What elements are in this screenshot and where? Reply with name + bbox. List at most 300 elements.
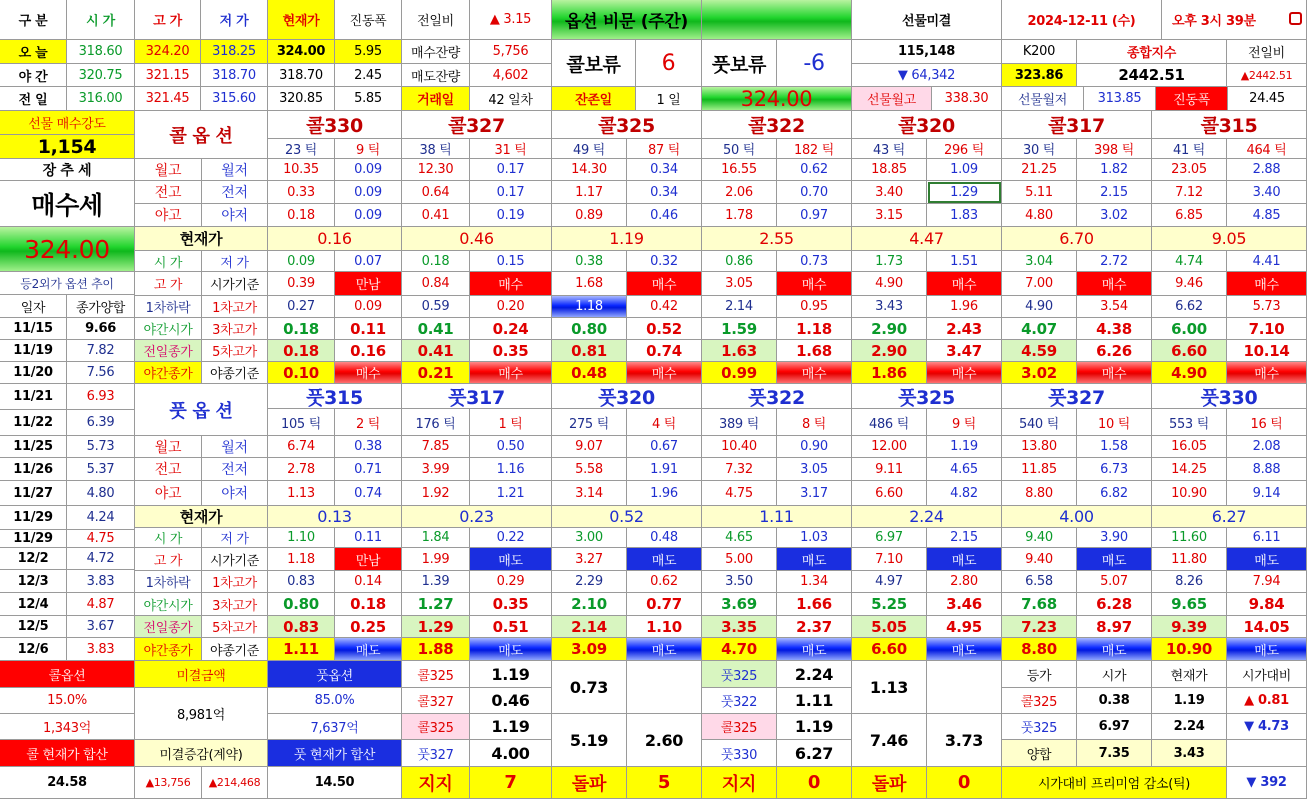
level5-up: 0.25: [335, 616, 402, 638]
k200-value: 323.86: [1002, 64, 1077, 87]
high-value: 1.18: [268, 548, 335, 571]
history-value: 4.87: [67, 593, 135, 616]
hi-value: 3.15: [852, 204, 927, 227]
level5-up: 6.26: [1077, 340, 1152, 362]
level1-down: 1.18: [552, 296, 627, 318]
stat-cell: 양합: [1002, 740, 1077, 767]
kospi-label: 종합지수: [1077, 40, 1227, 64]
history-value: 4.80: [67, 481, 135, 506]
remain-value: 1 일: [636, 87, 702, 111]
signal-badge[interactable]: 매수: [627, 272, 702, 296]
put-strike-title[interactable]: 풋327: [1002, 384, 1152, 409]
hi-value: 0.33: [268, 181, 335, 204]
prev-close: 3.35: [702, 616, 777, 638]
trend-label: 장 추 세: [0, 159, 135, 181]
stat-cell: 1.19: [1152, 688, 1227, 714]
pair-name: 풋327: [402, 740, 470, 767]
lo-value: 0.17: [470, 181, 552, 204]
night-open: 2.90: [852, 318, 927, 340]
call-strike-title[interactable]: 콜325: [552, 111, 702, 139]
history-date: 11/20: [0, 362, 67, 384]
level1-up: 1.96: [927, 296, 1002, 318]
k200-label: K200: [1002, 40, 1077, 64]
history-date: 12/4: [0, 593, 67, 616]
kospi-change: ▲2442.51: [1227, 64, 1307, 87]
call-sum: 24.58: [0, 767, 135, 799]
hi-value: 21.25: [1002, 159, 1077, 181]
hi-value: 9.07: [552, 436, 627, 458]
signal-badge-2[interactable]: 매수: [627, 362, 702, 384]
signal-badge-2[interactable]: 매도: [470, 638, 552, 661]
history-value: 3.83: [67, 638, 135, 661]
lo-value: 3.02: [1077, 204, 1152, 227]
history-date: 12/5: [0, 616, 67, 638]
label-night-open: 야간시가: [135, 593, 202, 616]
label-current: 현재가: [135, 227, 268, 251]
low-value: 1.03: [777, 528, 852, 548]
hi-value: 7.85: [402, 436, 470, 458]
hi-value: 3.14: [552, 481, 627, 506]
pair-name: 콜325: [402, 714, 470, 740]
row-range: 5.95: [335, 40, 402, 64]
prev-close: 2.90: [852, 340, 927, 362]
futures-month-high-label: 선물월고: [852, 87, 932, 111]
put-section-title: 풋 옵 션: [135, 384, 268, 436]
trend-value: 매수세: [0, 181, 135, 227]
open-value: 3.04: [1002, 251, 1077, 272]
level5-up: 3.47: [927, 340, 1002, 362]
night-open: 0.18: [268, 318, 335, 340]
call-strike-title[interactable]: 콜322: [702, 111, 852, 139]
history-date: 11/19: [0, 340, 67, 362]
lo-value: 0.34: [627, 159, 702, 181]
label-level1-down: 1차하락: [135, 296, 202, 318]
signal-badge[interactable]: 매수: [1077, 272, 1152, 296]
current-price: 2.55: [702, 227, 852, 251]
pair-diff-b1: 1.13: [852, 661, 927, 714]
current-price: 1.19: [552, 227, 702, 251]
signal-badge-2[interactable]: 매수: [1227, 362, 1307, 384]
history-value: 4.72: [67, 548, 135, 570]
sr-value: 5: [627, 767, 702, 799]
level3-up: 6.28: [1077, 593, 1152, 616]
col-header-open: 시 가: [67, 0, 135, 40]
row-label: 전 일: [0, 87, 67, 111]
buy-strength-label: 선물 매수강도: [0, 111, 135, 135]
signal-badge[interactable]: 매수: [1227, 272, 1307, 296]
hi-value: 6.60: [852, 481, 927, 506]
signal-badge[interactable]: 매도: [1227, 548, 1307, 571]
history-date: 11/29: [0, 530, 67, 548]
level5-up: 1.68: [777, 340, 852, 362]
premium-value: ▼ 392: [1227, 767, 1307, 799]
level5-up: 0.74: [627, 340, 702, 362]
hi-value: 0.41: [402, 204, 470, 227]
signal-badge[interactable]: 만남: [335, 548, 402, 571]
tick-count-a: 553 틱: [1152, 409, 1227, 436]
hi-value: 10.90: [1152, 481, 1227, 506]
night-open: 4.07: [1002, 318, 1077, 340]
lo-value: 0.09: [335, 181, 402, 204]
lo-value: 0.19: [470, 204, 552, 227]
night-close: 1.11: [268, 638, 335, 661]
signal-badge-2[interactable]: 매도: [627, 638, 702, 661]
lo-value: 4.82: [927, 481, 1002, 506]
label-current: 현재가: [135, 506, 268, 528]
tick-count-a: 540 틱: [1002, 409, 1077, 436]
pair-name: 풋322: [702, 688, 777, 714]
current-price: 0.16: [268, 227, 402, 251]
history-label: 등2외가 옵션 추이: [0, 272, 135, 295]
history-date: 11/27: [0, 481, 67, 506]
put-strike-title[interactable]: 풋325: [852, 384, 1002, 409]
stat-cell: 2.24: [1152, 714, 1227, 740]
tick-count-b: 9 틱: [335, 139, 402, 159]
history-value: 5.37: [67, 458, 135, 481]
sr-value: 0: [777, 767, 852, 799]
pair-value: 1.19: [777, 714, 852, 740]
history-value: 7.56: [67, 362, 135, 384]
level5-up: 14.05: [1227, 616, 1307, 638]
history-value: 7.82: [67, 340, 135, 362]
row-high: 321.15: [135, 64, 201, 87]
lo-value: 0.74: [335, 481, 402, 506]
row-current: 320.85: [268, 87, 335, 111]
lo-value: 2.88: [1227, 159, 1307, 181]
tick-count-b: 10 틱: [1077, 409, 1152, 436]
history-value: 3.83: [67, 570, 135, 593]
lo-value: 0.71: [335, 458, 402, 481]
history-date: 12/2: [0, 548, 67, 570]
lo-value: 1.91: [627, 458, 702, 481]
row-side-label: 매수잔량: [402, 40, 470, 64]
call-strike-title[interactable]: 콜315: [1152, 111, 1307, 139]
tick-count-a: 43 틱: [852, 139, 927, 159]
oi-change-label: 미결증감(계약): [135, 740, 268, 767]
prev-close: 6.60: [1152, 340, 1227, 362]
stat-cell: 콜325: [1002, 688, 1077, 714]
put-strike-title[interactable]: 풋320: [552, 384, 702, 409]
signal-badge[interactable]: 매도: [1077, 548, 1152, 571]
level1-up: 7.94: [1227, 571, 1307, 593]
hi-value: 10.35: [268, 159, 335, 181]
night-close: 4.70: [702, 638, 777, 661]
open-value: 0.09: [268, 251, 335, 272]
current-price: 0.52: [552, 506, 702, 528]
stat-cell: 0.38: [1077, 688, 1152, 714]
remain-label: 잔존일: [552, 87, 636, 111]
call-kind-value: 6: [636, 40, 702, 87]
jd-label: 진동폭: [1156, 87, 1228, 111]
futures-oi: 115,148: [852, 40, 1002, 64]
pair-diff-b-empty: [927, 661, 1002, 714]
hi-value: 16.55: [702, 159, 777, 181]
lo-value: 4.65: [927, 458, 1002, 481]
history-value: 4.75: [67, 530, 135, 548]
hi-value: 1.78: [702, 204, 777, 227]
night-open: 1.59: [702, 318, 777, 340]
hi-value: 3.40: [852, 181, 927, 204]
night-open: 7.68: [1002, 593, 1077, 616]
put-strike-title[interactable]: 풋315: [268, 384, 402, 409]
futures-oi-change: ▼ 64,342: [852, 64, 1002, 87]
col-header-high: 고 가: [135, 0, 201, 40]
put-strike-title[interactable]: 풋317: [402, 384, 552, 409]
signal-badge-2[interactable]: 매도: [1227, 638, 1307, 661]
prev-close: 2.14: [552, 616, 627, 638]
low-value: 0.11: [335, 528, 402, 548]
change-value: ▲ 3.15: [470, 0, 552, 40]
open-value: 0.38: [552, 251, 627, 272]
sr-value: 0: [927, 767, 1002, 799]
signal-badge-2[interactable]: 매수: [470, 362, 552, 384]
oi-total: 8,981억: [135, 688, 268, 740]
history-date: 11/21: [0, 384, 67, 410]
call-strike-title[interactable]: 콜330: [268, 111, 402, 139]
low-value: 2.15: [927, 528, 1002, 548]
stat-cell: 현재가: [1152, 661, 1227, 688]
signal-badge-2[interactable]: 매수: [777, 362, 852, 384]
signal-badge[interactable]: 매도: [927, 548, 1002, 571]
stat-cell: ▲ 0.81: [1227, 688, 1307, 714]
label-level1-up: 1차고가: [202, 571, 268, 593]
night-close: 4.90: [1152, 362, 1227, 384]
lo-value: 0.50: [470, 436, 552, 458]
level3-up: 2.43: [927, 318, 1002, 340]
history-value: 9.66: [67, 318, 135, 340]
hi-value: 7.32: [702, 458, 777, 481]
stat-cell: 시가: [1077, 661, 1152, 688]
prev-close: 0.83: [268, 616, 335, 638]
signal-badge-2[interactable]: 매도: [777, 638, 852, 661]
row-current: 324.00: [268, 40, 335, 64]
low-value: 0.32: [627, 251, 702, 272]
level1-up: 0.09: [335, 296, 402, 318]
hi-value: 14.25: [1152, 458, 1227, 481]
high-value: 3.05: [702, 272, 777, 296]
history-value: 6.39: [67, 410, 135, 436]
put-strike-title[interactable]: 풋330: [1152, 384, 1307, 409]
open-value: 1.73: [852, 251, 927, 272]
hi-value: 18.85: [852, 159, 927, 181]
signal-badge-2[interactable]: 매수: [335, 362, 402, 384]
lo-value: 4.85: [1227, 204, 1307, 227]
lo-value: 3.05: [777, 458, 852, 481]
col-header-range: 진동폭: [335, 0, 402, 40]
hi-value: 12.00: [852, 436, 927, 458]
open-value: 11.60: [1152, 528, 1227, 548]
row-current: 318.70: [268, 64, 335, 87]
low-value: 4.41: [1227, 251, 1307, 272]
hi-value: 1.13: [268, 481, 335, 506]
put-strike-title[interactable]: 풋322: [702, 384, 852, 409]
label-level1-down: 1차하락: [135, 571, 202, 593]
hi-value: 0.89: [552, 204, 627, 227]
signal-badge[interactable]: 매수: [470, 272, 552, 296]
tick-count-a: 50 틱: [702, 139, 777, 159]
prev-close: 5.05: [852, 616, 927, 638]
call-strike-title[interactable]: 콜320: [852, 111, 1002, 139]
current-price: 0.23: [402, 506, 552, 528]
pair-name: 풋330: [702, 740, 777, 767]
label-low: 저 가: [202, 528, 268, 548]
hi-value: 23.05: [1152, 159, 1227, 181]
high-value: 0.39: [268, 272, 335, 296]
hi-value: 14.30: [552, 159, 627, 181]
label-low: 저 가: [202, 251, 268, 272]
lo-value: 1.16: [470, 458, 552, 481]
premium-label: 시가대비 프리미엄 감소(틱): [1002, 767, 1227, 799]
label-night-close: 야간종가: [135, 638, 202, 661]
current-price: 4.47: [852, 227, 1002, 251]
buy-strength: 1,154: [0, 135, 135, 159]
level1-up: 0.29: [470, 571, 552, 593]
stat-cell: [1227, 740, 1307, 767]
date-label: 2024-12-11 (수): [1002, 0, 1162, 40]
high-value: 4.90: [852, 272, 927, 296]
signal-badge-2[interactable]: 매도: [927, 638, 1002, 661]
row-high: 324.20: [135, 40, 201, 64]
open-value: 0.18: [402, 251, 470, 272]
label-prev-close: 전일종가: [135, 616, 202, 638]
open-value: 1.10: [268, 528, 335, 548]
high-value: 11.80: [1152, 548, 1227, 571]
pair-diff-a-empty: [627, 661, 702, 714]
signal-badge[interactable]: 매도: [470, 548, 552, 571]
level1-up: 0.42: [627, 296, 702, 318]
col-header-low: 저 가: [201, 0, 268, 40]
pair-value: 2.24: [777, 661, 852, 688]
level5-up: 8.97: [1077, 616, 1152, 638]
hi-value: 0.64: [402, 181, 470, 204]
signal-badge-2[interactable]: 매수: [1077, 362, 1152, 384]
tick-count-a: 30 틱: [1002, 139, 1077, 159]
signal-badge[interactable]: 매수: [927, 272, 1002, 296]
lo-value: 1.83: [927, 204, 1002, 227]
level5-up: 0.51: [470, 616, 552, 638]
hi-value: 6.85: [1152, 204, 1227, 227]
hi-value: 11.85: [1002, 458, 1077, 481]
night-close: 10.90: [1152, 638, 1227, 661]
put-sum: 14.50: [268, 767, 402, 799]
signal-badge-2[interactable]: 매도: [1077, 638, 1152, 661]
night-open: 0.80: [268, 593, 335, 616]
low-value: 0.73: [777, 251, 852, 272]
time-label: 오후 3시 39분: [1162, 0, 1307, 40]
oi-change-2: ▲214,468: [202, 767, 268, 799]
night-close: 1.88: [402, 638, 470, 661]
hi-value: 9.11: [852, 458, 927, 481]
night-close: 3.09: [552, 638, 627, 661]
kospi-change-label: 전일비: [1227, 40, 1307, 64]
label-open: 시 가: [135, 251, 202, 272]
stat-cell: 3.43: [1152, 740, 1227, 767]
current-price: 6.70: [1002, 227, 1152, 251]
tick-count-b: 31 틱: [470, 139, 552, 159]
tick-count-b: 4 틱: [627, 409, 702, 436]
signal-badge-2[interactable]: 매수: [927, 362, 1002, 384]
tick-count-a: 105 틱: [268, 409, 335, 436]
hi-value: 5.58: [552, 458, 627, 481]
signal-badge[interactable]: 매도: [777, 548, 852, 571]
row-side-label: 매도잔량: [402, 64, 470, 87]
tick-count-b: 398 틱: [1077, 139, 1152, 159]
col-header-change: 전일비: [402, 0, 470, 40]
level1-up: 0.20: [470, 296, 552, 318]
night-open: 0.41: [402, 318, 470, 340]
label-lo: 월저: [202, 436, 268, 458]
call-strike-title[interactable]: 콜317: [1002, 111, 1152, 139]
label-night-close: 야간종가: [135, 362, 202, 384]
label-open: 시 가: [135, 528, 202, 548]
tick-count-b: 464 틱: [1227, 139, 1307, 159]
low-value: 2.72: [1077, 251, 1152, 272]
futures-month-high: 338.30: [932, 87, 1002, 111]
level1-down: 4.97: [852, 571, 927, 593]
label-hi: 전고: [135, 458, 202, 481]
pair-diff-a2: 5.19: [552, 714, 627, 767]
call-strike-title[interactable]: 콜327: [402, 111, 552, 139]
hi-value: 1.17: [552, 181, 627, 204]
signal-badge[interactable]: 매수: [777, 272, 852, 296]
stat-cell: 등가: [1002, 661, 1077, 688]
high-value: 1.68: [552, 272, 627, 296]
board-title[interactable]: 옵션 비문 (주간): [552, 0, 702, 40]
night-open: 0.80: [552, 318, 627, 340]
put-option-label: 풋옵션: [268, 661, 402, 688]
lo-value: 1.29: [927, 181, 1002, 204]
signal-badge[interactable]: 만남: [335, 272, 402, 296]
sr-value: 7: [470, 767, 552, 799]
row-range: 2.45: [335, 64, 402, 87]
high-value: 3.27: [552, 548, 627, 571]
history-date: 11/15: [0, 318, 67, 340]
night-close: 6.60: [852, 638, 927, 661]
hi-value: 13.80: [1002, 436, 1077, 458]
signal-badge[interactable]: 매도: [627, 548, 702, 571]
capture-icon[interactable]: [1289, 12, 1302, 25]
lo-value: 6.82: [1077, 481, 1152, 506]
prev-close: 0.41: [402, 340, 470, 362]
label-level5-up: 5차고가: [202, 340, 268, 362]
label-night-open: 야간시가: [135, 318, 202, 340]
current-price: 0.46: [402, 227, 552, 251]
signal-badge-2[interactable]: 매도: [335, 638, 402, 661]
night-close: 0.99: [702, 362, 777, 384]
prev-close: 9.39: [1152, 616, 1227, 638]
hi-value: 3.99: [402, 458, 470, 481]
hi-value: 7.12: [1152, 181, 1227, 204]
level1-up: 5.07: [1077, 571, 1152, 593]
pair-diff-b2: 7.46: [852, 714, 927, 767]
lo-value: 8.88: [1227, 458, 1307, 481]
level3-up: 0.35: [470, 593, 552, 616]
pair-value: 1.11: [777, 688, 852, 714]
put-kind-value: -6: [777, 40, 852, 87]
label-lo: 전저: [202, 458, 268, 481]
label-night-base: 야종기준: [202, 362, 268, 384]
hi-value: 5.11: [1002, 181, 1077, 204]
label-hi: 월고: [135, 159, 202, 181]
current-price: 0.13: [268, 506, 402, 528]
tick-count-b: 182 틱: [777, 139, 852, 159]
lo-value: 1.58: [1077, 436, 1152, 458]
board-title-ext: [702, 0, 852, 40]
stat-cell: 시가대비: [1227, 661, 1307, 688]
prev-close: 1.29: [402, 616, 470, 638]
call-option-label: 콜옵션: [0, 661, 135, 688]
row-open: 316.00: [67, 87, 135, 111]
